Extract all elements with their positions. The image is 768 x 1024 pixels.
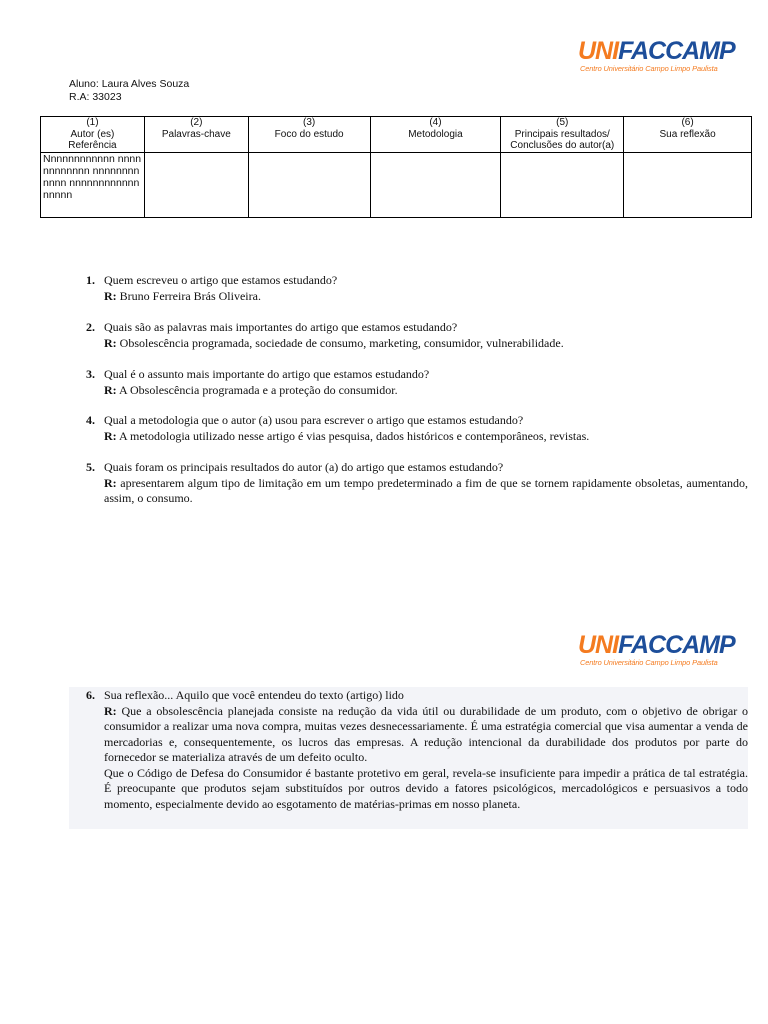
table-header-cell: (2) Palavras-chave [144,117,248,153]
logo-wordmark [578,38,742,64]
question-text: Quem escreveu o artigo que estamos estudando? [104,273,338,287]
answer-text: R: Que a obsolescência planejada consiste na redução da vida útil ou durabilidade de um produto, com o objetivo de obrigar o consumidor a realizar uma nova compra, muitas vezes desnecessariamente. É uma estratégia comercial que visa aumentar a venda de mercadorias e, consequentemente, os lucros das empresas. A redução intencional da durabilidade dos produtos por parte do fornecedor se materializa através de um defeito oculto. [104,703,749,764]
table-cell [624,152,752,217]
logo-wordmark [578,632,742,658]
table-row [41,152,752,217]
table-header-cell: (4) Metodologia [370,117,501,153]
question-text: Qual a metodologia que o autor (a) usou para escrever o artigo que estamos estudando? [104,413,524,427]
logo-uni: UNI [578,37,619,65]
logo-subtitle: Centro Universitário Campo Limpo Paulista [580,64,718,73]
logo-subtitle: Centro Universitário Campo Limpo Paulista [580,658,718,667]
question-3: 3. Qual é o assunto mais importante do artigo que estamos estudando? R: A Obsolescência programada e a proteção do consumidor. [86,367,748,398]
student-name: Aluno: Laura Alves Souza [69,78,190,90]
logo-faccamp: FACCAMP [618,631,735,659]
student-info [69,78,189,104]
logo-uni: UNI [578,631,619,659]
table-header-cell: (5) Principais resultados/ Conclusões do autor(a) [501,117,624,153]
answer-text-continued: Que o Código de Defesa do Consumidor é bastante protetivo em geral, revela-se insuficiente para impedir a prática de tal estratégia. É preocupante que produtos sejam substituídos por outros devido a fatores psicológicos, mercadológicos e persuasivos a todo momento, especialmente devido ao esgotamento de matérias-primas em nosso planeta. [104,765,748,811]
answer-text: R: A Obsolescência programada e a proteção do consumidor. [104,382,398,397]
question-6: 6. Sua reflexão... Aquilo que você entendeu do texto (artigo) lido R: Que a obsolescência planejada consiste na redução da vida útil ou durabilidade de um produto, com o objetivo de obrigar o consumidor a realizar uma nova compra, muitas vezes desnecessariamente. É uma estratégia comercial que visa aumentar a venda de mercadorias e, consequentemente, os lucros das empresas. A redução intencional da durabilidade dos produtos por parte do fornecedor se materializa através de um defeito oculto. Que o Código de Defesa do Consumidor é bastante protetivo em geral, revela-se insuficiente para impedir a prática de tal estratégia. É preocupante que produtos sejam substituídos por outros devido a fatores psicológicos, mercadológicos e persuasivos a todo momento, especialmente devido ao esgotamento de matérias-primas em nosso planeta. [86,688,749,811]
table-header-cell: (3) Foco do estudo [248,117,370,153]
table-cell-author: Nnnnnnnnnnnn nnnnnnnnnnnn nnnnnnnnnnnn nnnnnnnnnnnn nnnnn [41,152,145,217]
table-cell [370,152,501,217]
question-text: Quais foram os principais resultados do autor (a) do artigo que estamos estudando? [104,460,504,474]
answer-text: R: Bruno Ferreira Brás Oliveira. [104,288,261,303]
table-header-cell: (1) Autor (es) Referência [41,117,145,153]
student-ra: R.A: 33023 [69,91,122,103]
answer-text: R: Obsolescência programada, sociedade de consumo, marketing, consumidor, vulnerabilidade. [104,335,564,350]
unifaccamp-logo [578,38,742,73]
table-cell [144,152,248,217]
question-2: 2. Quais são as palavras mais importantes do artigo que estamos estudando? R: Obsolescência programada, sociedade de consumo, marketing, consumidor, vulnerabilidade. [86,320,748,351]
question-4: 4. Qual a metodologia que o autor (a) usou para escrever o artigo que estamos estudando? R: A metodologia utilizado nesse artigo é vias pesquisa, dados históricos e contemporâneos, revistas. [86,413,748,444]
table-header-row [41,117,752,153]
table-header-cell: (6) Sua reflexão [624,117,752,153]
question-5: 5. Quais foram os principais resultados do autor (a) do artigo que estamos estudando? R: apresentarem algum tipo de limitação em um tempo predeterminado a fim de que se tornem rapidamente obsoletas, aumentando, assim, o consumo. [86,460,749,505]
summary-table [40,116,752,218]
question-text: Sua reflexão... Aquilo que você entendeu do texto (artigo) lido [104,688,404,702]
table-cell [501,152,624,217]
unifaccamp-logo-page-2 [578,632,742,667]
question-text: Quais são as palavras mais importantes do artigo que estamos estudando? [104,320,458,334]
answer-text: R: apresentarem algum tipo de limitação em um tempo predeterminado a fim de que se tornem rapidamente obsoletas, aumentando, assim, o consumo. [104,475,749,505]
question-text: Qual é o assunto mais importante do artigo que estamos estudando? [104,367,430,381]
question-1: 1. Quem escreveu o artigo que estamos estudando? R: Bruno Ferreira Brás Oliveira. [86,273,748,304]
table-cell [248,152,370,217]
answer-text: R: A metodologia utilizado nesse artigo é vias pesquisa, dados históricos e contemporâneos, revistas. [104,428,590,443]
logo-faccamp: FACCAMP [618,37,735,65]
